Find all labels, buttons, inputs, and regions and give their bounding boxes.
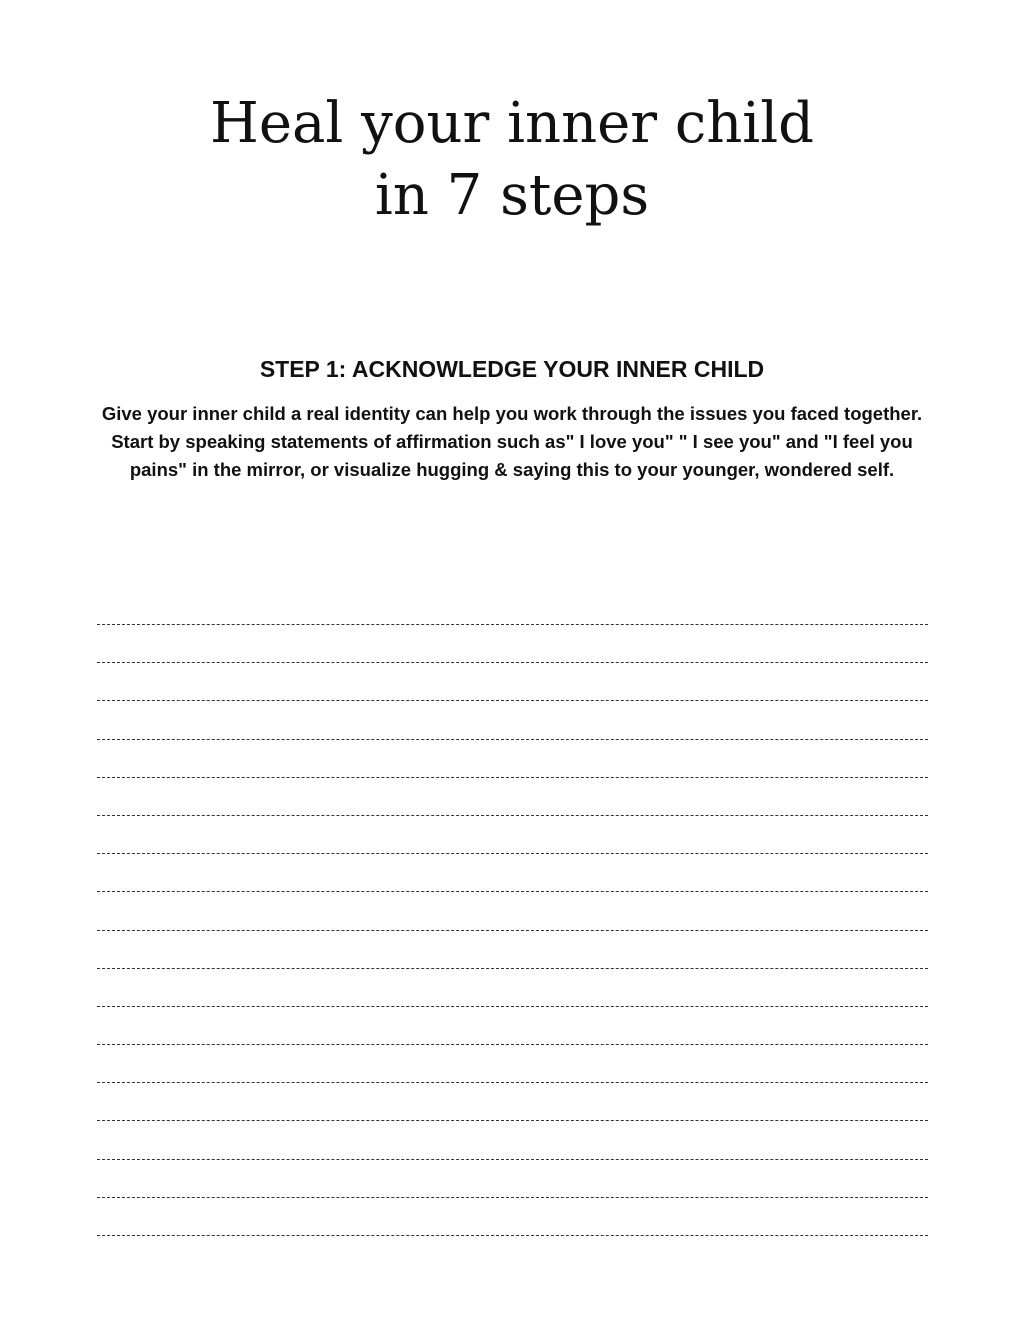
writing-line[interactable] bbox=[97, 1002, 928, 1040]
writing-line[interactable] bbox=[97, 887, 928, 925]
title-line-2: in 7 steps bbox=[374, 163, 650, 228]
writing-area[interactable] bbox=[97, 620, 928, 1269]
writing-line[interactable] bbox=[97, 735, 928, 773]
writing-line[interactable] bbox=[97, 964, 928, 1002]
writing-line[interactable] bbox=[97, 1155, 928, 1193]
writing-line[interactable] bbox=[97, 658, 928, 696]
writing-line[interactable] bbox=[97, 620, 928, 658]
writing-line[interactable] bbox=[97, 1193, 928, 1231]
writing-line[interactable] bbox=[97, 849, 928, 887]
step-heading: STEP 1: ACKNOWLEDGE YOUR INNER CHILD bbox=[259, 356, 765, 382]
writing-line[interactable] bbox=[97, 926, 928, 964]
writing-line[interactable] bbox=[97, 696, 928, 734]
page-title bbox=[0, 88, 1024, 232]
step-description: Give your inner child a real identity can help you work through the issues you faced together. Start by speaking statements of affirmation such as" I love you" " I see you" and "I feel you pains" in the mirror, or visualize hugging & saying this to your younger, wondered self. bbox=[101, 403, 923, 480]
writing-line[interactable] bbox=[97, 1231, 928, 1269]
title-line-1: Heal your inner child bbox=[210, 91, 814, 156]
writing-line[interactable] bbox=[97, 1040, 928, 1078]
writing-line[interactable] bbox=[97, 773, 928, 811]
writing-line[interactable] bbox=[97, 1116, 928, 1154]
writing-line[interactable] bbox=[97, 1078, 928, 1116]
writing-line[interactable] bbox=[97, 811, 928, 849]
